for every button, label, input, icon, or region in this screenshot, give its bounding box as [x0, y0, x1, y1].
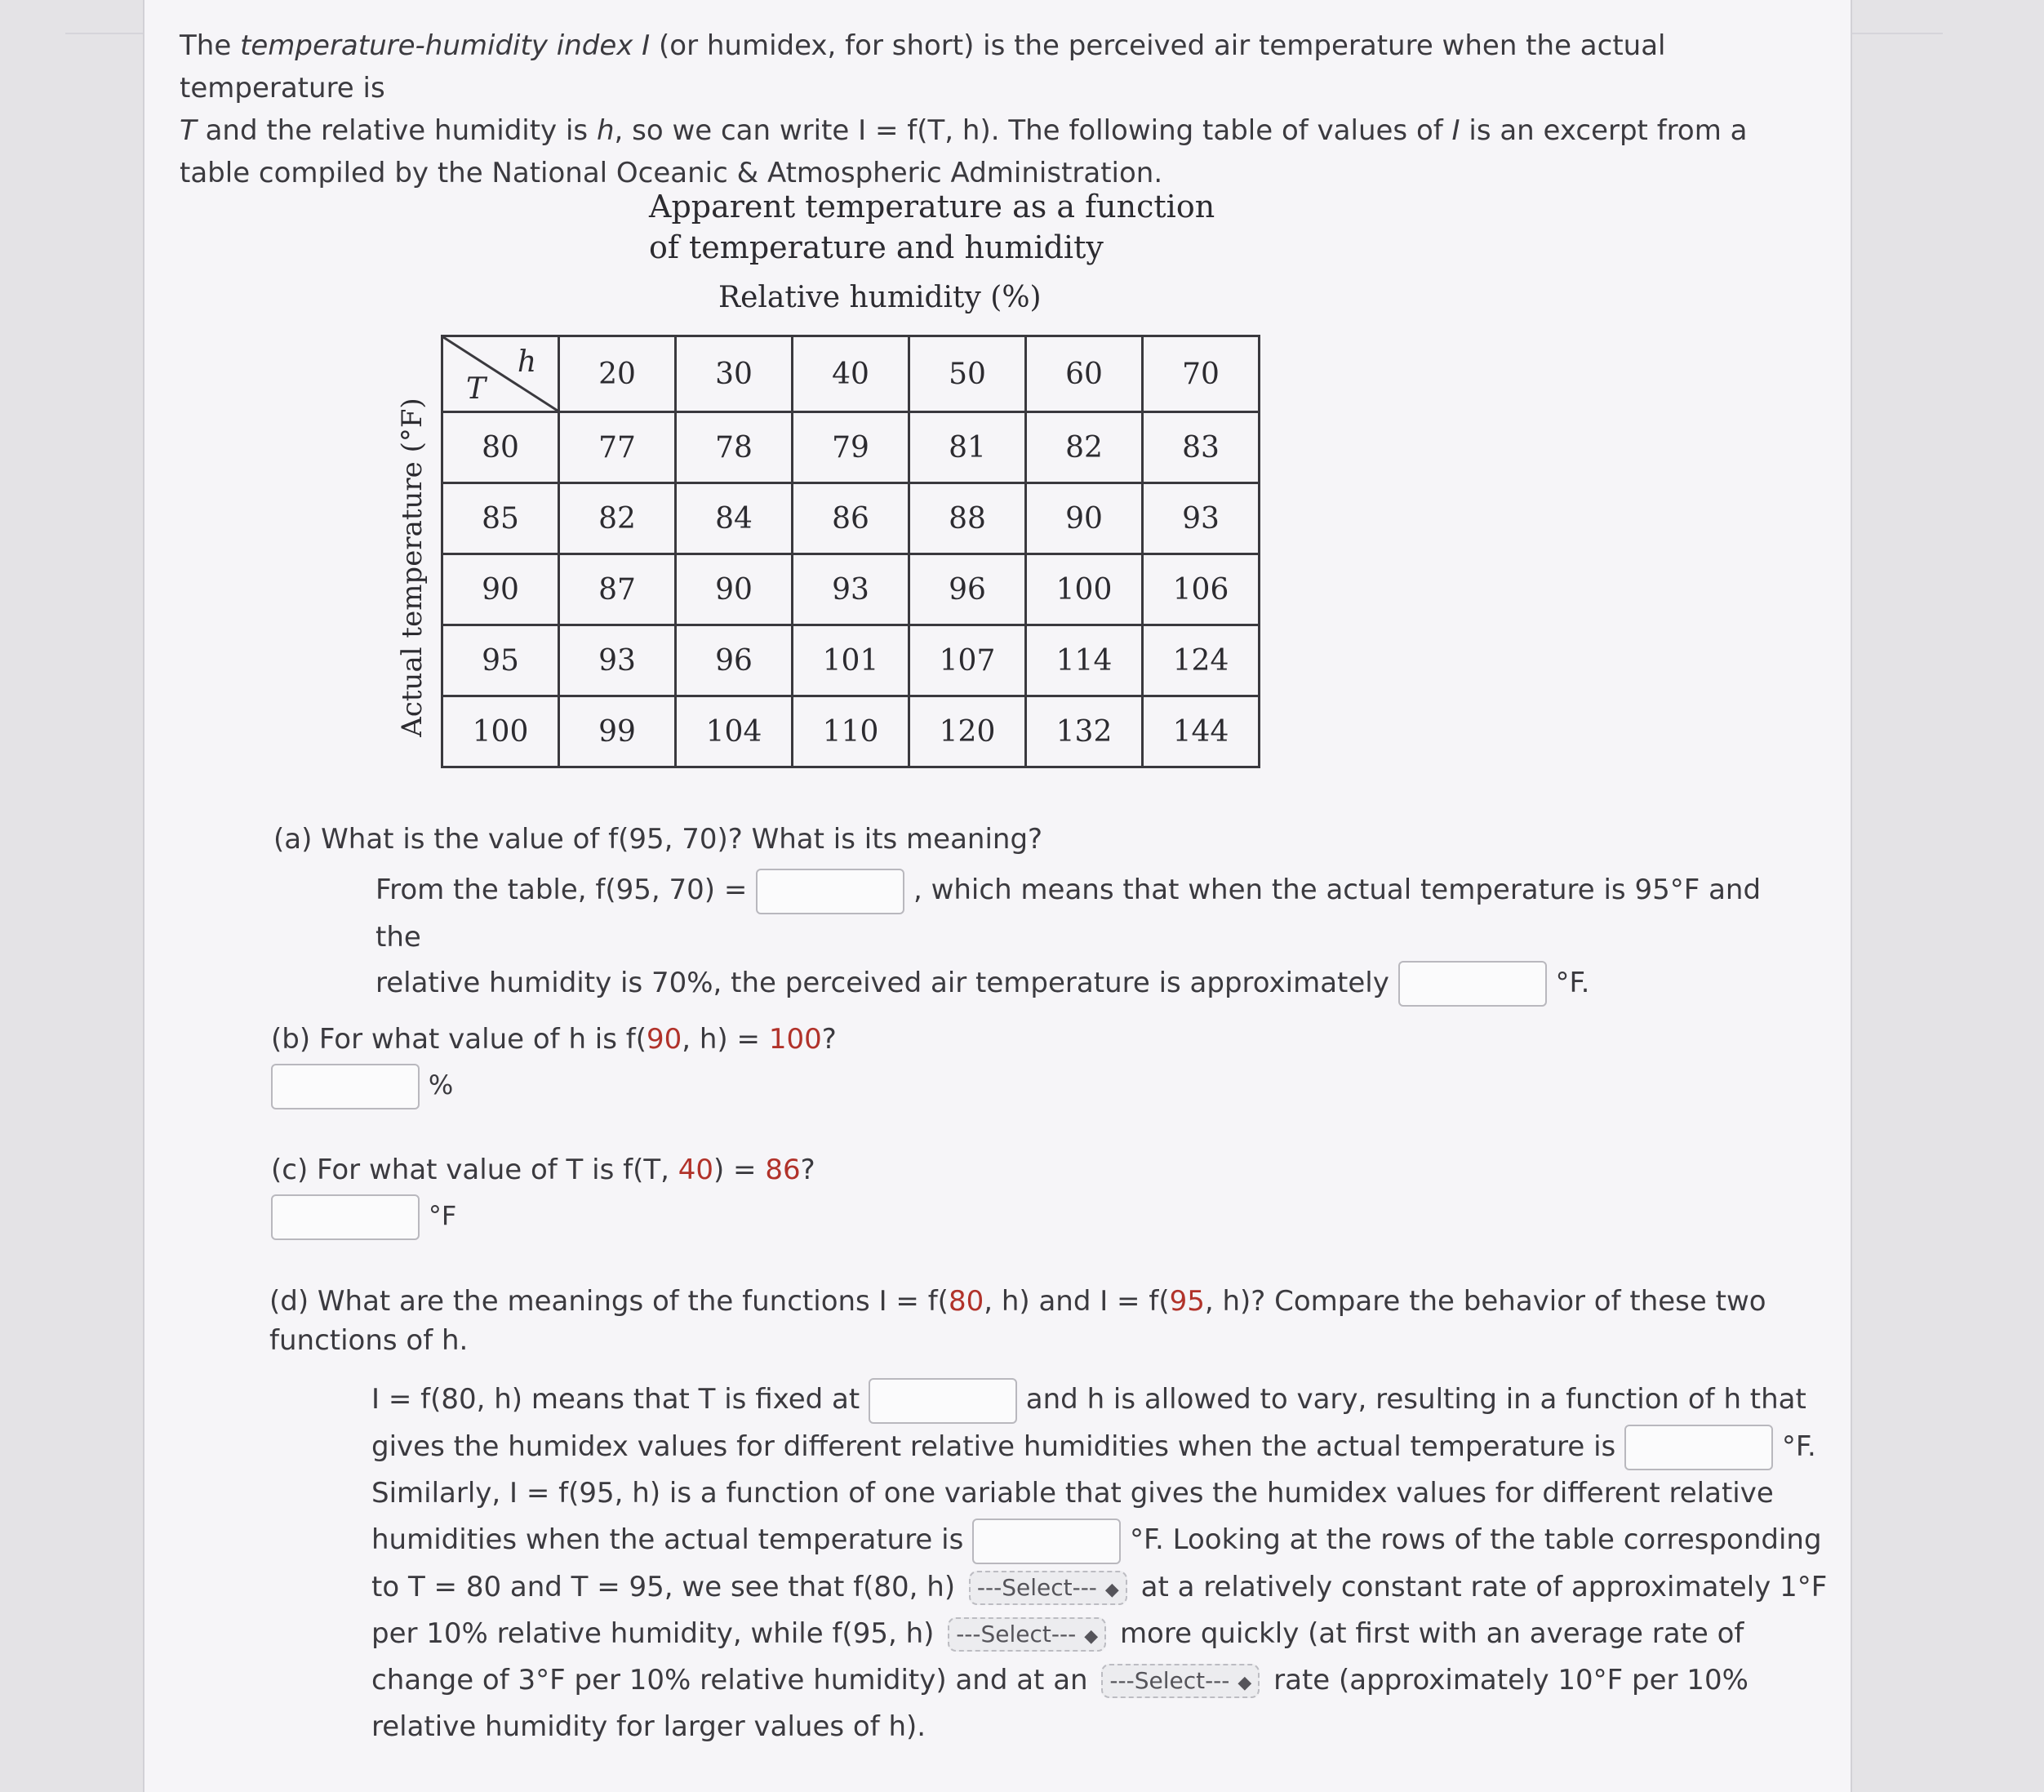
select-dropdown-1[interactable]: ---Select--- ◆: [969, 1571, 1127, 1605]
answer-a-temp-input[interactable]: [1398, 961, 1547, 1007]
table-cell: 114: [1026, 625, 1143, 696]
answer-a-value-input[interactable]: [756, 869, 904, 914]
table-row: [442, 554, 1260, 625]
table-cell: 77: [559, 412, 676, 483]
chevron-updown-icon: ◆: [1084, 1626, 1099, 1647]
diagonal-divider: [443, 337, 558, 411]
table-cell: 79: [793, 412, 909, 483]
table-cell: 78: [676, 412, 793, 483]
question-b: [271, 1016, 837, 1109]
header-cell: 20: [559, 336, 676, 412]
answer-a-line1-pre: From the table, f(95, 70) =: [375, 874, 748, 906]
table-cell: 90: [1026, 483, 1143, 554]
question-b-text: (b) For what value of h is f(90, h) = 100?: [271, 1023, 837, 1056]
row-T-cell: 90: [442, 554, 559, 625]
table-cell: 86: [793, 483, 909, 554]
answer-b-input[interactable]: [271, 1064, 420, 1109]
answer-d-fixed-T-input[interactable]: [869, 1378, 1017, 1424]
table-cell: 88: [909, 483, 1026, 554]
answer-c-unit: °F: [428, 1200, 457, 1231]
table-cell: 96: [676, 625, 793, 696]
row-T-cell: 80: [442, 412, 559, 483]
table-cell: 101: [793, 625, 909, 696]
table-cell: 107: [909, 625, 1026, 696]
table-cell: 83: [1143, 412, 1260, 483]
table-title: Apparent temperature as a function of temperature and humidity: [649, 189, 1215, 265]
question-d-text: (d) What are the meanings of the functions I = f(80, h) and I = f(95, h)? Compare the behavior of these two: [269, 1285, 1766, 1318]
answer-d-p2-pre: gives the humidex values for different relative humidities when the actual temperature is: [371, 1430, 1616, 1463]
select-dropdown-2[interactable]: ---Select--- ◆: [948, 1617, 1106, 1652]
table-cell: 120: [909, 696, 1026, 767]
answer-d-p4-pre: humidities when the actual temperature is: [371, 1523, 964, 1556]
table-header-row: [442, 336, 1260, 412]
answer-d-p1-pre: I = f(80, h) means that T is fixed at: [371, 1383, 860, 1416]
table-cell: 90: [676, 554, 793, 625]
answer-d-p6-post: more quickly (at first with an average rate of: [1119, 1616, 1744, 1650]
answer-b-unit: %: [428, 1069, 454, 1101]
row-T-cell: 85: [442, 483, 559, 554]
answer-d-p7-pre: change of 3°F per 10% relative humidity) and at an: [371, 1663, 1088, 1696]
answer-a-line2-pre: relative humidity is 70%, the perceived air temperature is approximately: [375, 966, 1389, 999]
table-cell: 93: [559, 625, 676, 696]
question-d-text-2: functions of h.: [269, 1324, 469, 1357]
header-cell: 30: [676, 336, 793, 412]
answer-d-p6-pre: per 10% relative humidity, while f(95, h): [371, 1616, 935, 1650]
answer-d-p7-post: rate (approximately 10°F per 10%: [1273, 1663, 1749, 1696]
corner-cell: [442, 336, 559, 412]
chevron-updown-icon: ◆: [1238, 1673, 1252, 1693]
table-cell: 124: [1143, 625, 1260, 696]
header-cell: 70: [1143, 336, 1260, 412]
table-cell: 93: [793, 554, 909, 625]
table-cell: 96: [909, 554, 1026, 625]
header-cell: 60: [1026, 336, 1143, 412]
answer-a: [375, 867, 1812, 1007]
table-cell: 100: [1026, 554, 1143, 625]
row-T-cell: 95: [442, 625, 559, 696]
table-cell: 82: [1026, 412, 1143, 483]
table-row: [442, 625, 1260, 696]
question-a: [273, 816, 1042, 862]
answer-d-p5-pre: to T = 80 and T = 95, we see that f(80, h): [371, 1570, 956, 1603]
corner-h: h: [517, 345, 536, 379]
table-cell: 104: [676, 696, 793, 767]
row-axis-label: Actual temperature (°F): [396, 398, 429, 737]
question-d: [269, 1282, 1820, 1360]
header-cell: 40: [793, 336, 909, 412]
answer-d-p1-post: and h is allowed to vary, resulting in a function of h that: [1025, 1383, 1806, 1416]
table-row: [442, 696, 1260, 767]
table-row: [442, 483, 1260, 554]
answer-d: [371, 1376, 1841, 1750]
intro-paragraph: The temperature-humidity index I (or humidex, for short) is the perceived air temperature when the actual temperature is T and the relative humidity is h, so we can write I = f(T, h). The following table of values of I is an excerpt from a table compiled by the National Oceanic & Atmospheric Administration.: [180, 29, 1748, 189]
table-cell: 81: [909, 412, 1026, 483]
answer-d-p2-unit: °F.: [1781, 1430, 1816, 1463]
question-c-text: (c) For what value of T is f(T, 40) = 86?: [271, 1154, 815, 1186]
select-dropdown-3[interactable]: ---Select--- ◆: [1101, 1664, 1260, 1698]
row-T-cell: 100: [442, 696, 559, 767]
answer-d-p3: Similarly, I = f(95, h) is a function of one variable that gives the humidex values for different relative: [371, 1477, 1774, 1510]
answer-d-p5-post: at a relatively constant rate of approximately 1°F: [1140, 1570, 1828, 1603]
column-axis-label: Relative humidity (%): [718, 281, 1042, 314]
table-cell: 82: [559, 483, 676, 554]
answer-d-temp-input-1[interactable]: [1624, 1425, 1773, 1470]
humidex-table: [441, 335, 1260, 768]
table-cell: 110: [793, 696, 909, 767]
table-row: [442, 412, 1260, 483]
answer-d-p4-post: °F. Looking at the rows of the table corresponding: [1129, 1523, 1822, 1556]
question-a-text: (a) What is the value of f(95, 70)? What is its meaning?: [273, 823, 1043, 856]
table-cell: 84: [676, 483, 793, 554]
question-c: [271, 1147, 815, 1240]
table-cell: 144: [1143, 696, 1260, 767]
answer-a-unit: °F.: [1555, 966, 1590, 999]
answer-c-input[interactable]: [271, 1194, 420, 1240]
header-cell: 50: [909, 336, 1026, 412]
answer-a-line1-post: , which means that when the actual temperature is 95°F and the: [375, 874, 1762, 954]
chevron-updown-icon: ◆: [1104, 1580, 1119, 1600]
answer-d-temp-input-2[interactable]: [972, 1519, 1121, 1564]
corner-T: T: [466, 372, 487, 406]
table-cell: 132: [1026, 696, 1143, 767]
answer-d-p8: relative humidity for larger values of h).: [371, 1710, 926, 1743]
table-cell: 87: [559, 554, 676, 625]
table-cell: 99: [559, 696, 676, 767]
table-cell: 106: [1143, 554, 1260, 625]
table-cell: 93: [1143, 483, 1260, 554]
